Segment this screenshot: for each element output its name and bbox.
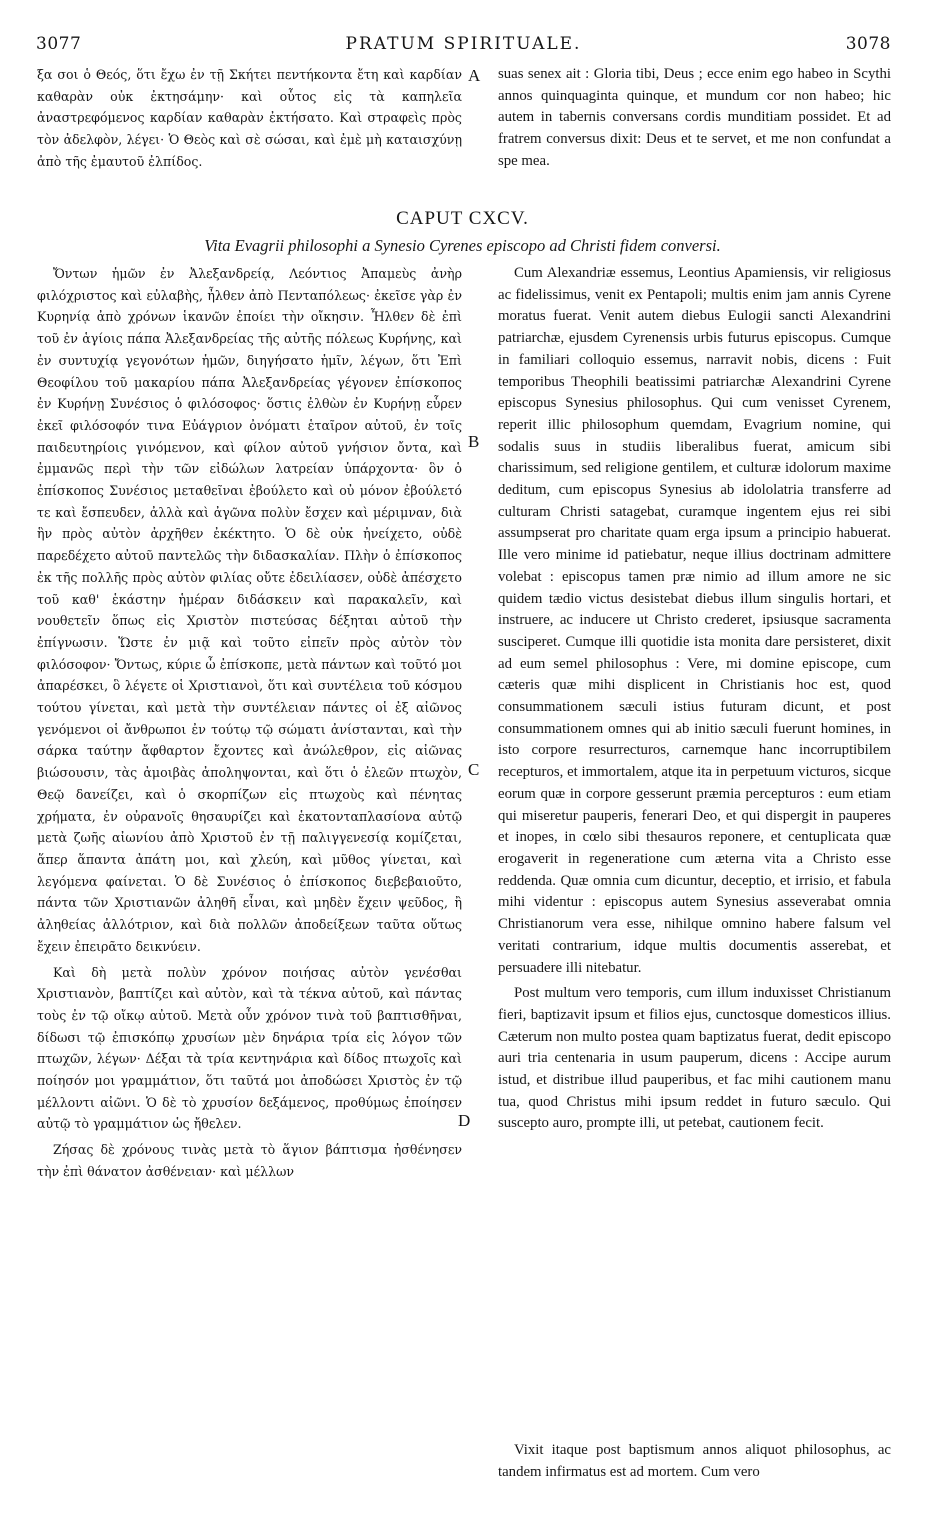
latin-paragraph: suas senex ait : Gloria tibi, Deus ; ecce enim ego habeo in Scythi annos quinquaginta quinque, et mundum cor non habeo; hic autem in tabernis conversans cordis munditiam possidet. Et ad fratrem conversus dixit: Deus et te servet, et me non confundat a spe mea.: [498, 66, 891, 169]
latin-paragraph: Post multum vero temporis, cum illum induxisset Christianum fieri, baptizavit ipsum et filios ejus, cunctosque domesticos illius. Cæterum non multo postea quam baptizatus fuerat, dedit episcopo auri tria centenaria in usum pauperum, dicens : Accipe aurum istud, et distribue illud pauperibus, et fac mihi cautionem manu tua, quod Christus mihi ipsum reddet in futuro sæculo. Qui suscepto auro, prompte illi, ut petebat, cautionem fecit.: [498, 985, 891, 1132]
greek-paragraph: Ζήσας δὲ χρόνους τινὰς μετὰ τὸ ἅγιον βάπτισμα ἠσθένησεν τὴν ἐπὶ θάνατον ἀσθένειαν· καὶ μέλλων: [37, 1142, 462, 1179]
latin-column: [498, 263, 891, 1443]
page-header: [36, 34, 891, 64]
latin-column-top: [498, 64, 891, 204]
greek-column-top: [37, 64, 462, 204]
chapter-heading: CAPUT CXCV.: [396, 208, 529, 229]
margin-marker-b: B: [468, 432, 480, 451]
running-title: PRATUM SPIRITUALE.: [345, 34, 582, 54]
chapter-rubric: Vita Evagrii philosophi a Synesio Cyrenes episcopo ad Christi fidem conversi.: [204, 236, 721, 255]
latin-paragraph: Vixit itaque post baptismum annos aliquot philosophus, ac tandem infirmatus est ad mortem. Cum vero: [498, 1442, 891, 1480]
greek-column: [37, 263, 462, 1483]
page-number-right: 3078: [845, 34, 891, 54]
page-number-left: 3077: [36, 34, 82, 54]
latin-column-bottom: [498, 1440, 891, 1500]
greek-paragraph: Καὶ δὴ μετὰ πολὺν χρόνον ποιήσας αὐτὸν γενέσθαι Χριστιανὸν, βαπτίζει καὶ αὐτὸν, καὶ τὰ τέκνα αὐτοῦ, καὶ πάντας τοὺς ἐν τῷ οἴκῳ αὐτοῦ. Μετὰ οὖν χρόνον τινὰ τοῦ βαπτισθῆναι, δίδωσι τῷ ἐπισκόπῳ χρυσίων μὲν δηνάρια τρία εἰς λόγον τῶν πτωχῶν, λέγων· Δέξαι τὰ τρία κεντηνάρια καὶ δίδος πτωχοῖς καὶ ποίησόν μοι γραμμάτιον, ὅτι ταῦτά μοι ἀποδώσει Χριστὸς ἐν τῷ μέλλοντι αἰῶνι. Ὁ δὲ τὸ χρυσίον δεξάμενος, προθύμως ἐποίησεν αὐτῷ τὸ γραμμάτιον ὡς ἤθελεν.: [37, 964, 462, 1132]
margin-marker-d: D: [458, 1111, 471, 1130]
greek-paragraph: ξα σοι ὁ Θεός, ὅτι ἔχω ἐν τῇ Σκήτει πεντήκοντα ἔτη καὶ καρδίαν καθαρὰν οὐκ ἐκτησάμην· καὶ οὗτος εἰς τὰ καπηλεῖα ἀναστρεφόμενος καρδίαν καθαρὰν ἐκτήσατο. Καὶ στραφεὶς πρὸς τὸν ἀδελφὸν, λέγει· Ὁ Θεὸς καὶ σὲ σώσαι, καὶ ἐμὲ μὴ καταισχύνῃ ἀπὸ τῆς ἐμαυτοῦ ἐλπίδος.: [37, 67, 462, 169]
margin-marker-c: C: [468, 760, 480, 779]
margin-marker-a: A: [468, 66, 481, 85]
latin-paragraph: Cum Alexandriæ essemus, Leontius Apamiensis, vir religiosus ac fidelissimus, venit ex Pentapoli; multis enim jam annis Cyrene moratus fuerat. Venit autem diebus Eulogii sancti Alexandrini patriarchæ, ejusdem Cyrenensis urbis futurus episcopus. Cumque in familiari colloquio essemus, narravit nobis, dicens : Fuit temporibus Theophili beatissimi patriarchæ Alexandrini Cyrene episcopus Synesius philosophus. Qui cum venisset Cyrenem, reperit illic philosophum quemdam, Evagrium nomine, qui sodalis suus in studiis liberalibus fuerat, amicum sibi charissimum, sed religione gentilem, et culturæ idolorum maxime deditum, cum episcopus Synesius ab idololatria transferre ad culturam Christi satagebat, curamque ingentem ejus rei sibi assumpserat pro charitate quam erga ipsum a principio habuerat. Ille vero minime id patiebatur, neque illius doctrinam admittere volebat : episcopus tamen præ nimio ad illum amore ne sic quidem tædio victus desistebat diebus illum singulis hortari, et instruere, ac inducere ut Christo crederet, ipsiusque sacramenta susciperet. Cumque illi quotidie ista monita dare persisteret, dixit ad eum semel philosophus : Vere, mi domine episcope, cum cæteris quæ mihi displicent in Christianis hoc est, quod consummationem sæculi istius futuram dicunt, et post consummationem omnes qui ab initio sæculi fuerunt homines, in isto corpore resurrecturos, carnemque hanc incorruptibilem recepturos, et immortalem, atque ita in perpetuum victuros, sicque eorum quæ in corpore gesserunt præmia percepturos : eum etiam qui miseretur pauperis, fenerari Deo, et qui dispergit in pauperes et inopes, in cœlo sibi thesauros reponere, et centuplicata quæ erogaverit in regeneratione cum æterna vita a Christo esse reddenda. Quæ omnia cum dicuntur, deceptio, et irrisio, et fabula mihi videntur : episcopus autem Synesius asseverabat omnia Christianorum vera esse, nihilque omnino habere falsum vel veritati contrarium, idque multis documentis asserebat, et persuadere illi nitebatur.: [498, 265, 891, 976]
greek-paragraph: Ὄντων ἡμῶν ἐν Ἀλεξανδρείᾳ, Λεόντιος Ἀπαμεὺς ἀνὴρ φιλόχριστος καὶ εὐλαβὴς, ἦλθεν ἀπὸ Πενταπόλεως· ἐκεῖσε γὰρ ἐν Κυρηνίᾳ ἀπὸ χρόνων ἱκανῶν ἐποίει τὴν οἴκησιν. Ἦλθεν δὲ ἐπὶ τοῦ ἐν ἁγίοις πάπα Ἀλεξανδρείας τῆς αὐτῆς πόλεως Κυρήνης, καὶ ἐν συντυχίᾳ γεγονότων ἡμῶν, διηγήσατο ἡμῖν, λέγων, ὅτι Ἐπὶ Θεοφίλου τοῦ μακαρίου πάπα Ἀλεξανδρείας γέγονεν ἐπίσκοπος ἐν Κυρήνῃ Συνέσιος ὁ φιλόσοφος· ὅστις ἐλθὼν ἐν Κυρήνῃ εὗρεν ἐκεῖ φιλόσοφόν τινα Εὐάγριον ὀνόματι ἑταῖρον αὐτοῦ, ἐν τοῖς παιδευτηρίοις γινόμενον, καὶ φίλον αὐτοῦ γνήσιον ὄντα, καὶ ἐμμανῶς περὶ τὴν τῶν εἰδώλων λατρείαν ὑπάρχοντα· ὃν ὁ ἐπίσκοπος Συνέσιος μεταθεῖναι ἐβούλετο καὶ οὐ μόνον ἐβούλετό τε καὶ ἔσπευδεν, ἀλλὰ καὶ ἀγῶνα πολὺν ἔσχεν καὶ μέριμναν, διὰ ἣν πρὸς αὐτὸν ἀρχῆθεν ἐκέκτητο. Ὁ δὲ οὐκ ἠνείχετο, οὐδὲ παρεδέχετο αὐτοῦ παντελῶς τὴν διδασκαλίαν. Πλὴν ὁ ἐπίσκοπος ἐκ τῆς πολλῆς πρὸς αὐτὸν φιλίας οὔτε ἐδειλίασεν, οὐδὲ ἀπέσχετο τοῦ καθ' ἑκάστην ἡμέραν διδάσκειν καὶ παρακαλεῖν, καὶ νουθετεῖν ὅπως εἰς Χριστὸν πιστεύσας δέξηται αὐτοῦ τὴν ἐπίγνωσιν. Ὥστε ἐν μιᾷ καὶ τοῦτο εἰπεῖν πρὸς αὐτὸν τὸν φιλόσοφον· Ὄντως, κύριε ὦ ἐπίσκοπε, μετὰ πάντων καὶ τοῦτό μοι ἀπαρέσκει, ὃ λέγετε οἱ Χριστιανοὶ, ὅτι καὶ συντέλεια τοῦ κόσμου τούτου γίνεται, καὶ μετὰ τὴν συντέλειαν πάντες οἱ ἐξ αἰῶνος γενόμενοι οἱ ἄνθρωποι ἐν τούτῳ τῷ σώματι ἀνίστανται, καὶ τὴν σάρκα ταύτην ἄφθαρτον ἔχοντες καὶ ἀνώλεθρον, εἰς αἰῶνας βιώσουσιν, τὰς ἀμοιβὰς ἀποληψονται, καὶ ὅτι ὁ ἐλεῶν πτωχὸν, Θεῷ δανείζει, καὶ ὁ σκορπίζων εἰς πτωχοὺς καὶ πένητας χρήματα, ἐν οὐρανοῖς θησαυρίζει καὶ ἑκατονταπλασίονα αὐτῷ μετὰ ζωῆς αἰωνίου ἀπὸ Χριστοῦ ἐν τῇ παλιγγενεσίᾳ κομίζεται, ἅπερ ἅπαντα ἀπάτη μοι, καὶ χλεύη, καὶ μῦθος γίνεται, καὶ λεγόμενα φαίνεται. Ὁ δὲ Συνέσιος ὁ ἐπίσκοπος διεβεβαιοῦτο, πάντα τῶν Χριστιανῶν ἀληθῆ εἶναι, καὶ μηδὲν ἔχειν ψεῦδος, ἢ ἀληθείας ἀλλότριον, καὶ διὰ πολλῶν ἀποδείξεων ταῦτα οὕτως ἔχειν ἐπειρᾶτο δεικνύειν.: [37, 266, 462, 954]
